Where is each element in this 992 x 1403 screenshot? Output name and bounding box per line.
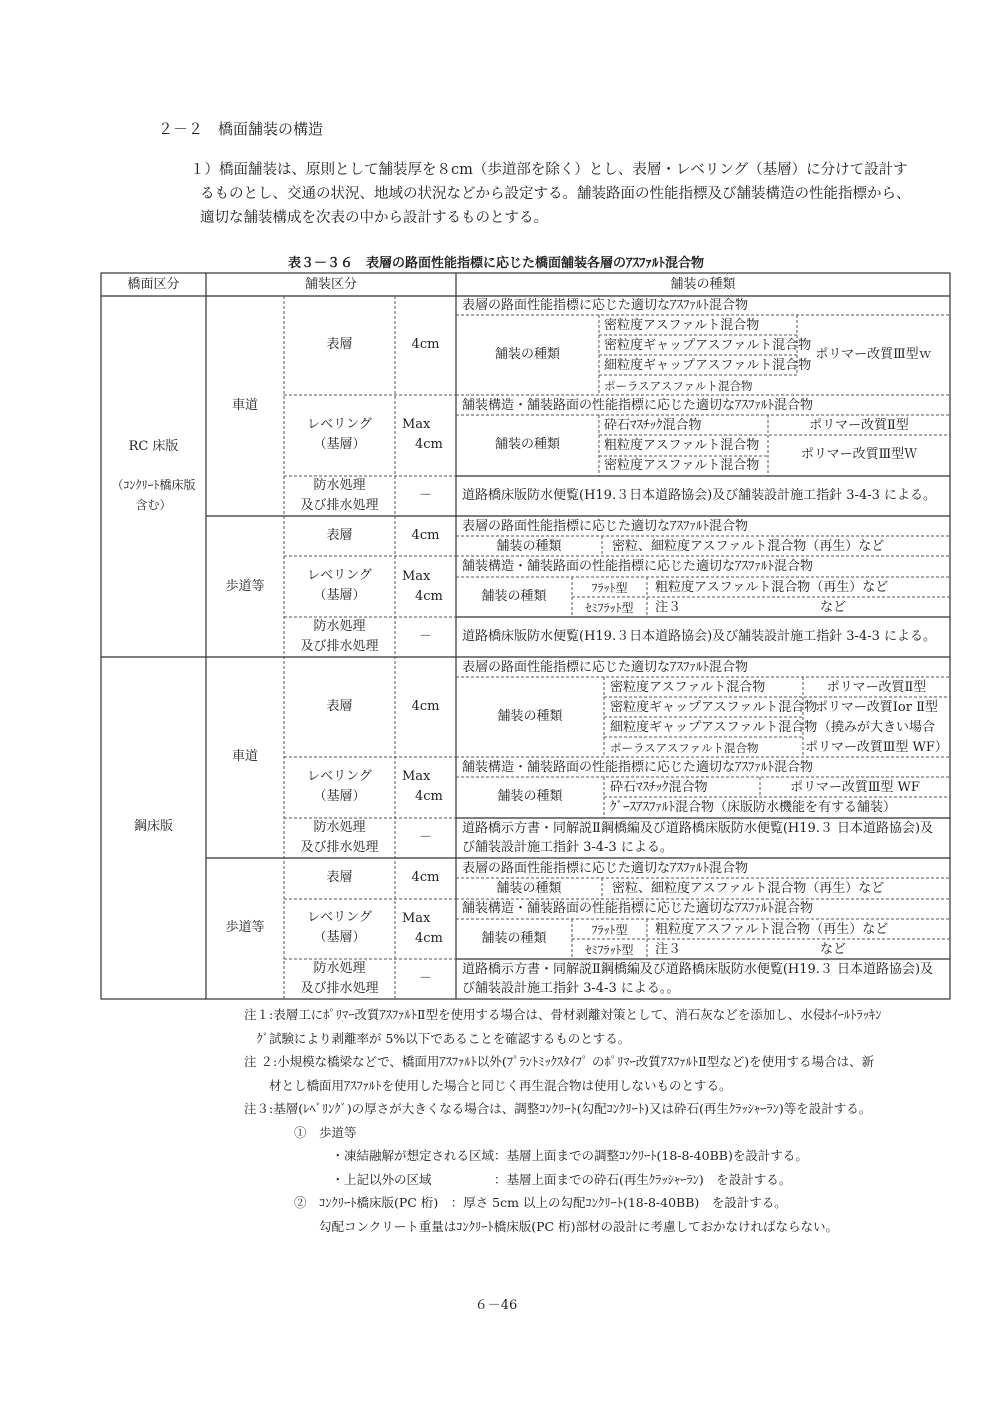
note-line: ・凍結融解が想定される区域：基層上面までの調整ｺﾝｸﾘｰﾄ(18-8-40BB)を設計する。: [244, 1148, 808, 1163]
layer-surface: 表層: [326, 699, 353, 714]
structure-performance-mix: 舗装構造・舗装路面の性能指標に応じた適切なｱｽﾌｧﾙﾄ混合物: [462, 559, 814, 574]
layer-base: （基層）: [313, 930, 366, 945]
thickness-max: Max: [402, 911, 431, 926]
mix-fine-gap: 細粒度ギャップアスファルト混合物: [610, 720, 818, 735]
header-pavement-type: 舗装の種類: [670, 277, 736, 292]
sidewalk-mix: 密粒、細粒度アスファルト混合物（再生）など: [612, 539, 885, 554]
mix-coarse: 粗粒度アスファルト混合物: [604, 438, 760, 453]
polymer-type2: ポリマー改質Ⅱ型: [826, 680, 927, 695]
layer-waterproof: 防水処理: [313, 478, 366, 493]
thickness-none: －: [418, 488, 432, 503]
mix-porous: ポーラスアスファルト混合物: [604, 379, 753, 393]
intro-line-3: 適切な舗装構成を次表の中から設計するものとする。: [200, 210, 548, 226]
thickness: 4cm: [415, 789, 443, 804]
mix-crushed-mastic: 砕石ﾏｽﾁｯｸ混合物: [604, 418, 702, 433]
layer-leveling: レベリング: [307, 568, 372, 583]
thickness: 4cm: [411, 528, 440, 543]
page-number: ６－46: [474, 1298, 518, 1313]
mix-fine-gap: 細粒度ギャップアスファルト混合物: [604, 358, 812, 373]
semiflat-type: ｾﾐﾌﾗｯﾄ型: [585, 601, 634, 615]
etc-label: など: [820, 942, 847, 957]
layer-leveling: レベリング: [307, 417, 372, 432]
polymer-type2: ポリマー改質Ⅱ型: [809, 418, 909, 433]
intro-line-2: るものとし、交通の状況、地域の状況などから設定する。舗装路面の性能指標及び舗装構造の性能指標から、: [200, 186, 911, 202]
pavement-type-label: 舗装の種類: [494, 347, 560, 362]
waterproof-reference-line1: 道路橋示方書・同解説Ⅱ鋼橋編及び道路橋床版防水便覧(H19.３ 日本道路協会)及: [462, 821, 934, 836]
table-notes: [244, 1003, 944, 1238]
large-deflection-note: （撓みが大きい場合: [817, 720, 935, 735]
thickness: 4cm: [415, 931, 443, 946]
layer-surface: 表層: [326, 870, 353, 885]
header-bridge-category: 橋面区分: [127, 277, 180, 292]
layer-drainage: 及び排水処理: [300, 498, 379, 513]
thickness-max: Max: [402, 417, 431, 432]
surface-performance-mix: 表層の路面性能指標に応じた適切なｱｽﾌｧﾙﾄ混合物: [462, 861, 749, 876]
rc-sidewalk-label: 歩道等: [225, 579, 265, 594]
surface-performance-mix: 表層の路面性能指標に応じた適切なｱｽﾌｧﾙﾄ混合物: [462, 660, 749, 675]
note-line: ② ｺﾝｸﾘｰﾄ橋床版(PC 桁) ：厚さ 5cm 以上の勾配ｺﾝｸﾘｰﾄ(18-8-40BB) を設計する。: [244, 1195, 787, 1210]
polymer-type3w: ポリマー改質Ⅲ型ｗ: [815, 347, 932, 362]
waterproof-reference: 道路橋床版防水便覧(H19.３日本道路協会)及び舗装設計施工指針 3-4-3 による。: [462, 629, 937, 644]
layer-surface: 表層: [326, 337, 353, 352]
mix-crushed-mastic: 砕石ﾏｽﾁｯｸ混合物: [610, 780, 708, 795]
note-line: 注 ２:小規模な橋梁などで、橋面用ｱｽﾌｧﾙﾄ以外(ﾌﾟﾗﾝﾄﾐｯｸｽﾀｲﾌﾟ のﾎﾟﾘﾏｰ改質ｱｽﾌｧﾙﾄⅡ型など)を使用する場合は、新: [244, 1054, 875, 1069]
pavement-type-label: 舗装の種類: [496, 539, 562, 554]
note-line: 勾配コンクリート重量はｺﾝｸﾘｰﾄ橋床版(PC 桁)部材の設計に考慮しておかなければならない。: [244, 1218, 838, 1234]
pavement-type-label: 舗装の種類: [481, 931, 547, 946]
steel-roadway-label: 車道: [231, 749, 258, 764]
note-line: 注３:基層(ﾚﾍﾞﾘﾝｸﾞ)の厚さが大きくなる場合は、調整ｺﾝｸﾘｰﾄ(勾配ｺﾝｸﾘｰﾄ)又は砕石(再生ｸﾗｯｼｬｰﾗﾝ)等を設計する。: [244, 1101, 872, 1116]
waterproof-reference-line1: 道路橋示方書・同解説Ⅱ鋼橋編及び道路橋床版防水便覧(H19.３ 日本道路協会)及: [462, 962, 934, 977]
steel-sidewalk-label: 歩道等: [225, 920, 265, 935]
etc-label: など: [820, 600, 847, 615]
mix-dense-gap: 密粒度ギャップアスファルト混合物: [610, 700, 818, 715]
pavement-type-label: 舗装の種類: [497, 709, 563, 724]
pavement-type-label: 舗装の種類: [494, 437, 560, 452]
thickness: 4cm: [415, 589, 443, 604]
steel-deck-label: 鋼床版: [133, 819, 173, 834]
layer-base: （基層）: [313, 437, 366, 452]
polymer-type3WF: ポリマー改質Ⅲ型 WF: [790, 780, 920, 795]
thickness-none: －: [418, 629, 432, 644]
mix-coarse-recycled: 粗粒度アスファルト混合物（再生）など: [655, 922, 889, 937]
pavement-type-label: 舗装の種類: [481, 589, 547, 604]
note-line: ｸﾞ試験により剥離率が 5%以下であることを確認するものとする。: [244, 1030, 631, 1046]
waterproof-reference: 道路橋床版防水便覧(H19.３日本道路協会)及び舗装設計施工指針 3-4-3 による。: [462, 488, 937, 503]
surface-performance-mix: 表層の路面性能指標に応じた適切なｱｽﾌｧﾙﾄ混合物: [462, 298, 749, 313]
thickness: 4cm: [411, 870, 440, 885]
rc-deck-label: RC 床版: [128, 439, 179, 454]
polymer-type1or2: ポリマー改質Ⅰor Ⅱ型: [815, 700, 938, 715]
mix-porous: ポーラスアスファルト混合物: [610, 741, 759, 755]
mix-dense: 密粒度アスファルト混合物: [604, 318, 760, 333]
flat-type: ﾌﾗｯﾄ型: [591, 581, 628, 595]
header-pavement-category: 舗装区分: [304, 277, 357, 292]
layer-waterproof: 防水処理: [313, 961, 366, 976]
thickness: 4cm: [411, 337, 440, 352]
rc-roadway-label: 車道: [231, 398, 258, 413]
polymer-type3WF: ポリマー改質Ⅲ型 WF）: [805, 740, 948, 755]
note-line: ・上記以外の区域 ：基層上面までの砕石(再生ｸﾗｯｼｬｰﾗﾝ) を設計する。: [244, 1171, 792, 1187]
polymer-type3W: ポリマー改質Ⅲ型Ｗ: [800, 447, 918, 462]
flat-type: ﾌﾗｯﾄ型: [591, 923, 628, 937]
pavement-type-label: 舗装の種類: [496, 881, 562, 896]
waterproof-reference-line2: び舗装設計施工指針 3-4-3 による。: [462, 840, 673, 855]
mix-gussasphalt: ｸﾞｰｽｱｽﾌｧﾙﾄ混合物（床版防水機能を有する舗装）: [610, 800, 897, 815]
layer-drainage: 及び排水処理: [300, 840, 379, 855]
thickness-max: Max: [402, 769, 431, 784]
thickness: 4cm: [411, 699, 440, 714]
surface-performance-mix: 表層の路面性能指標に応じた適切なｱｽﾌｧﾙﾄ混合物: [462, 519, 749, 534]
table-caption: 表３－３６ 表層の路面性能指標に応じた橋面舗装各層のｱｽﾌｧﾙﾄ混合物: [287, 256, 704, 271]
structure-performance-mix: 舗装構造・舗装路面の性能指標に応じた適切なｱｽﾌｧﾙﾄ混合物: [462, 398, 814, 413]
intro-paragraph: [190, 158, 930, 230]
mix-dense-gap: 密粒度ギャップアスファルト混合物: [604, 338, 812, 353]
layer-surface: 表層: [326, 528, 353, 543]
layer-drainage: 及び排水処理: [300, 981, 379, 996]
note-line: 注１:表層工にﾎﾟﾘﾏｰ改質ｱｽﾌｧﾙﾄⅡ型を使用する場合は、骨材剥離対策として、消石灰などを添加し、水侵ﾎｲｰﾙﾄﾗｯｷﾝ: [244, 1007, 882, 1022]
intro-line-1: １）橋面舗装は、原則として舗装厚を８cm（歩道部を除く）とし、表層・レベリング（基層）に分けて設計す: [190, 162, 908, 178]
layer-waterproof: 防水処理: [313, 820, 366, 835]
section-title: ２－２ 橋面舗装の構造: [158, 120, 324, 138]
mix-dense: 密粒度アスファルト混合物: [604, 458, 760, 473]
note-3-ref: 注３: [655, 600, 682, 615]
layer-drainage: 及び排水処理: [300, 639, 379, 654]
thickness-none: －: [418, 830, 432, 845]
mix-coarse-recycled: 粗粒度アスファルト混合物（再生）など: [655, 580, 889, 595]
mix-dense: 密粒度アスファルト混合物: [610, 680, 766, 695]
layer-leveling: レベリング: [307, 769, 372, 784]
layer-waterproof: 防水処理: [313, 619, 366, 634]
note-3-ref: 注３: [655, 942, 682, 957]
layer-base: （基層）: [313, 588, 366, 603]
sidewalk-mix: 密粒、細粒度アスファルト混合物（再生）など: [612, 881, 885, 896]
layer-leveling: レベリング: [307, 910, 372, 925]
thickness-none: －: [418, 971, 432, 986]
thickness: 4cm: [415, 437, 443, 452]
pavement-type-label: 舗装の種類: [497, 789, 563, 804]
structure-performance-mix: 舗装構造・舗装路面の性能指標に応じた適切なｱｽﾌｧﾙﾄ混合物: [462, 901, 814, 916]
note-line: ① 歩道等: [244, 1124, 357, 1140]
thickness-max: Max: [402, 569, 431, 584]
rc-deck-sub1: （ｺﾝｸﾘｰﾄ橋床版: [111, 478, 196, 492]
semiflat-type: ｾﾐﾌﾗｯﾄ型: [585, 943, 634, 957]
rc-deck-sub2: 含む）: [135, 498, 172, 512]
layer-base: （基層）: [313, 789, 366, 804]
structure-performance-mix: 舗装構造・舗装路面の性能指標に応じた適切なｱｽﾌｧﾙﾄ混合物: [462, 760, 814, 775]
waterproof-reference-line2: び舗装設計施工指針 3-4-3 による。。: [462, 981, 680, 996]
note-line: 材とし橋面用ｱｽﾌｧﾙﾄを使用した場合と同じく再生混合物は使用しないものとする。: [244, 1077, 732, 1093]
